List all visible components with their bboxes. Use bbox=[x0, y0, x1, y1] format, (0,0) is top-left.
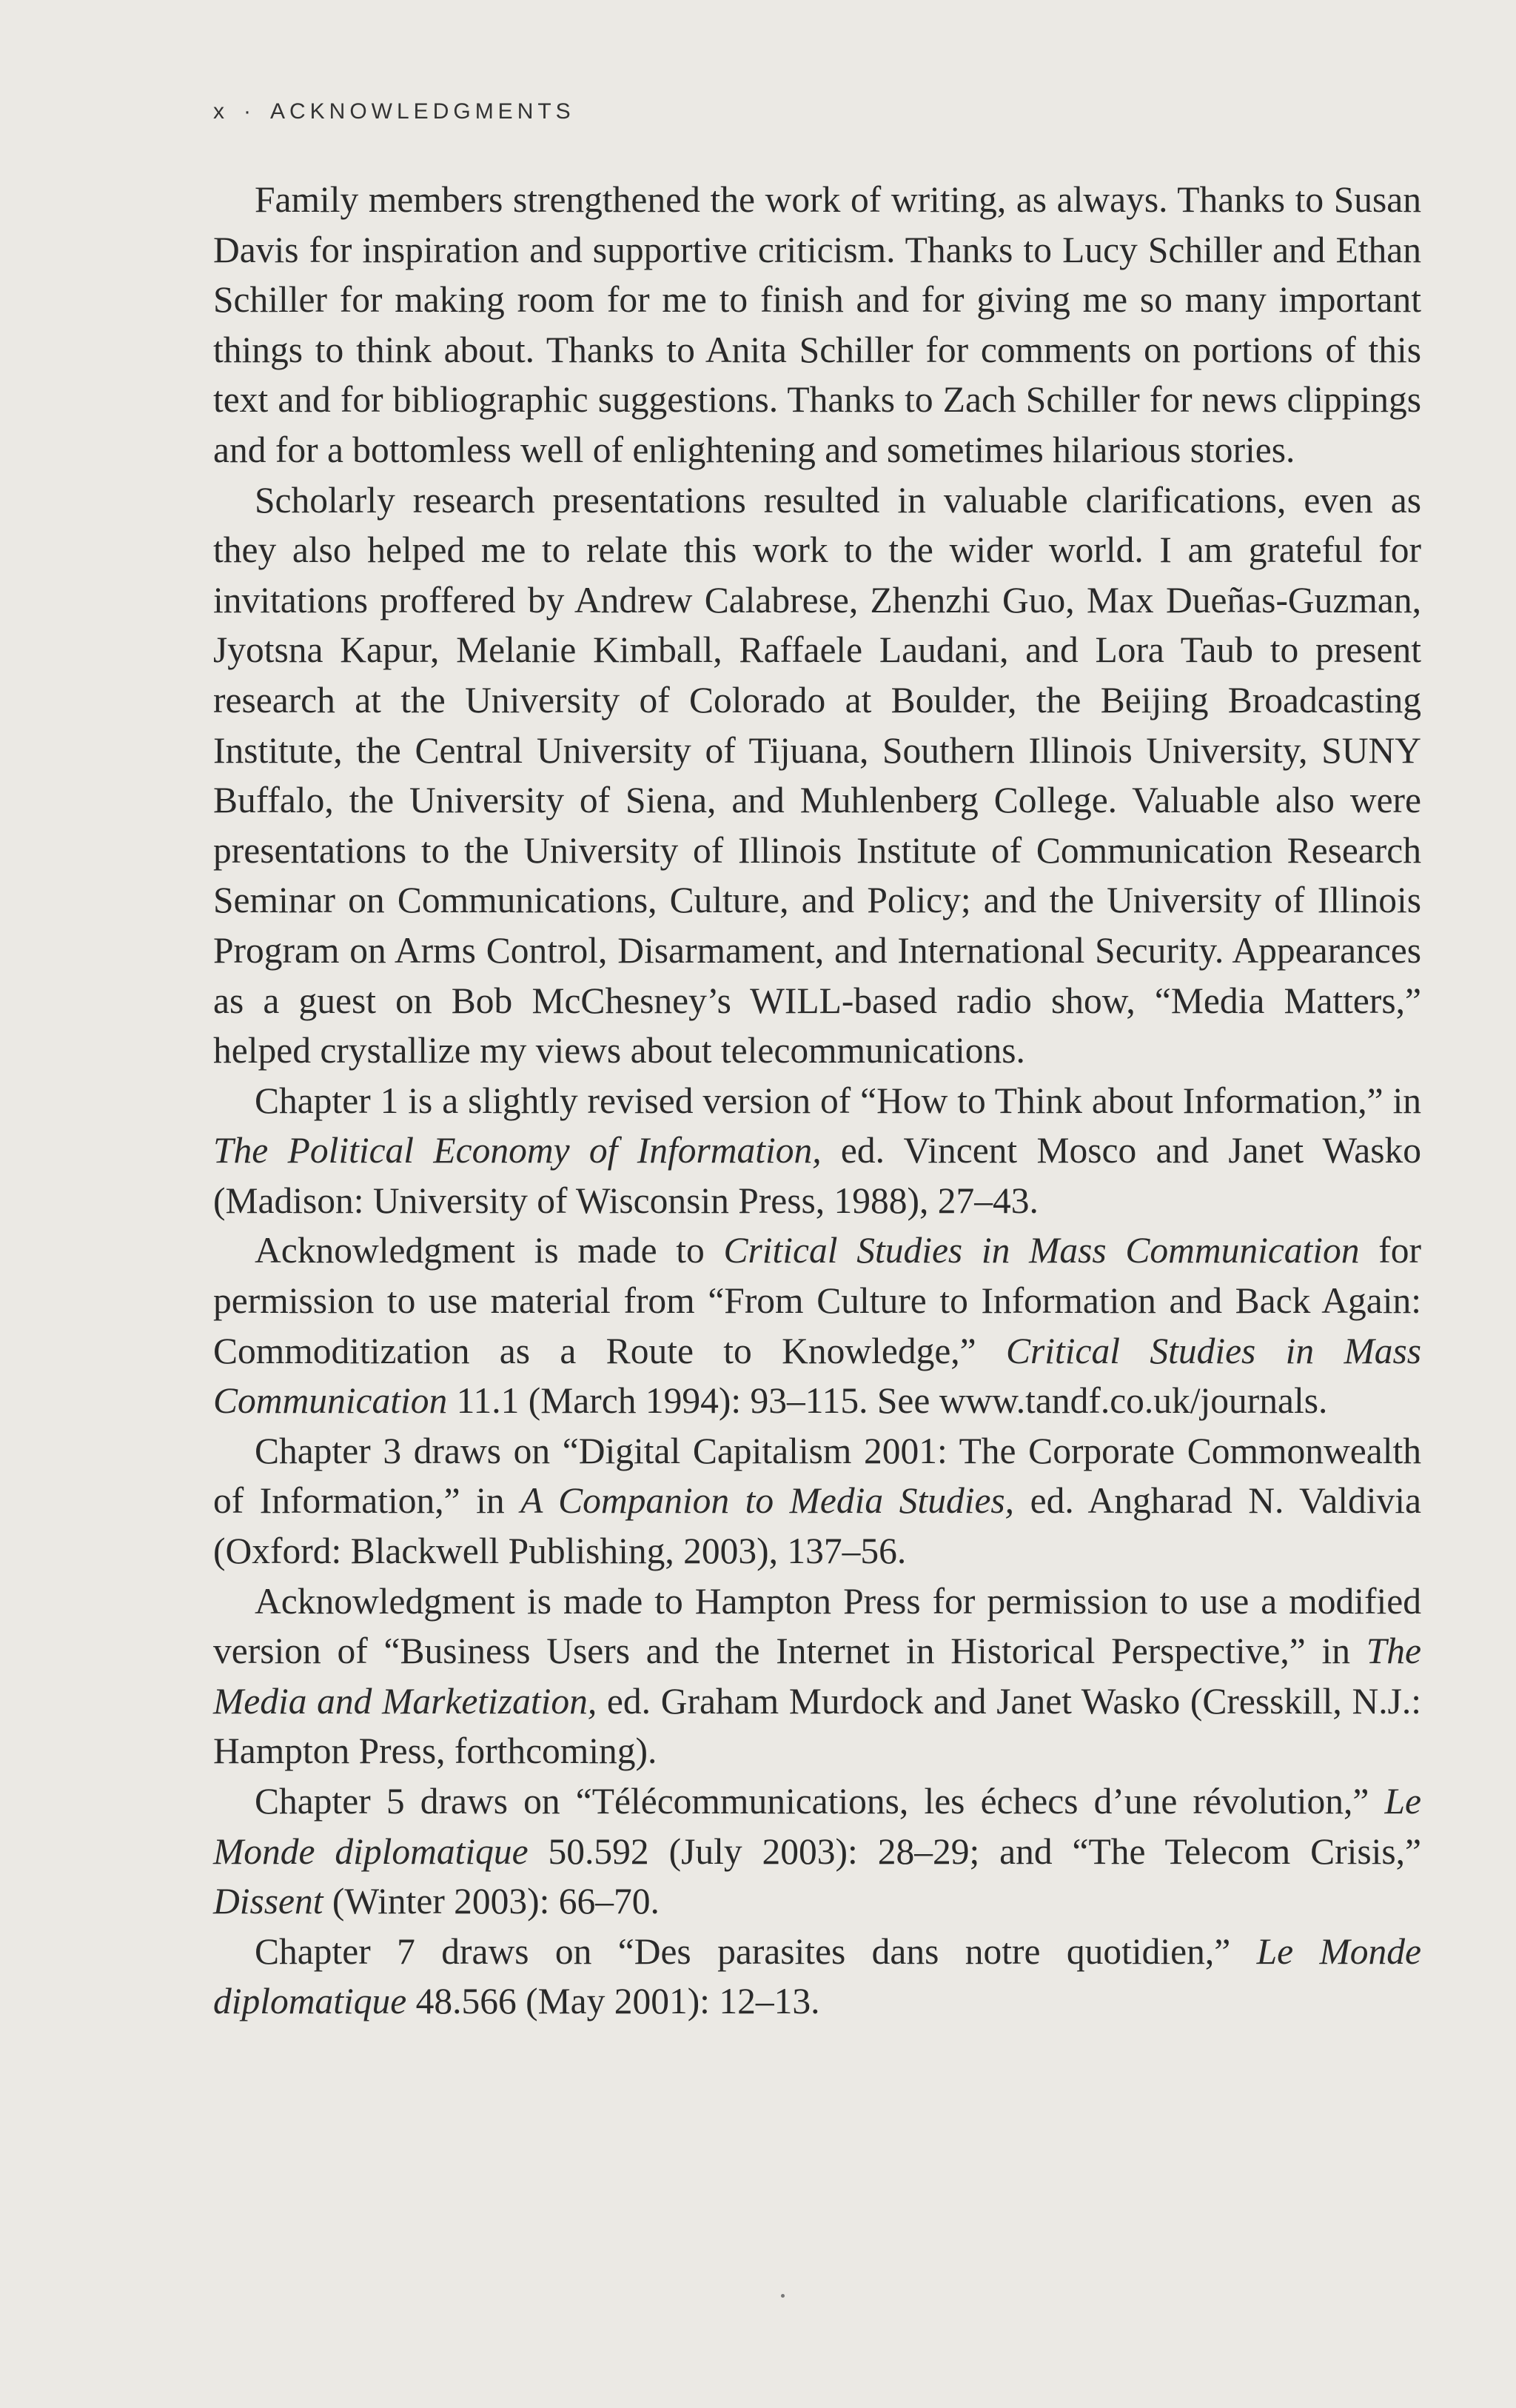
text-run: Acknowledgment is made to Hampton Press for permission to use a modified version of “Business Users and the Internet in Historical Perspective,” in bbox=[213, 1580, 1421, 1672]
running-head bbox=[213, 99, 575, 124]
text-run: Chapter 5 draws on “Télécommunications, les échecs d’une révolution,” bbox=[255, 1781, 1385, 1822]
paragraph bbox=[213, 1225, 1421, 1425]
text-run: (Winter 2003): 66–70. bbox=[323, 1881, 660, 1922]
text-run: Family members strengthened the work of writing, as always. Thanks to Susan Davis for inspiration and supportive criticism. Thanks to Lucy Schiller and Ethan Schiller for making room for me to finish and for giving me so many important things to think about. Thanks to Anita Schiller for comments on portions of this text and for bibliographic suggestions. Thanks to Zach Schiller for news clippings and for a bottomless well of enlightening and sometimes hilarious stories. bbox=[213, 179, 1421, 470]
running-head-title: ACKNOWLEDGMENTS bbox=[270, 99, 575, 124]
text-run: for permission to use material from “From Culture to Information and Back Again: Commoditization as a Route to Knowledge,” bbox=[213, 1230, 1421, 1371]
text-run: Acknowledgment is made to bbox=[255, 1230, 724, 1271]
paragraph bbox=[213, 1426, 1421, 1576]
paragraph bbox=[213, 1076, 1421, 1226]
paragraph bbox=[213, 175, 1421, 475]
text-run: 50.592 (July 2003): 28–29; and “The Telecom Crisis,” bbox=[528, 1830, 1421, 1872]
text-run: Chapter 1 is a slightly revised version of “How to Think about Information,” in bbox=[255, 1080, 1421, 1121]
italic-title: Dissent bbox=[213, 1881, 323, 1922]
italic-title: Critical Studies in Mass Communication bbox=[723, 1230, 1360, 1271]
body-text bbox=[213, 175, 1421, 2027]
paragraph bbox=[213, 1576, 1421, 1776]
text-run: Chapter 3 draws on “Digital Capitalism 2001: The Corporate Commonwealth of Information,” in bbox=[213, 1430, 1421, 1522]
text-run: ed. Vincent Mosco and Janet Wasko (Madison: University of Wisconsin Press, 1988), 27–43. bbox=[213, 1130, 1421, 1221]
italic-title: Critical Studies in Mass Communication bbox=[213, 1330, 1421, 1422]
paragraph bbox=[213, 1776, 1421, 1927]
paragraph bbox=[213, 1927, 1421, 2027]
text-run: 48.566 (May 2001): 12–13. bbox=[406, 1981, 820, 2022]
italic-title: Le Monde diplomatique bbox=[213, 1781, 1421, 1872]
page-number: x bbox=[213, 99, 229, 124]
italic-title: The Political Economy of Information, bbox=[213, 1130, 822, 1171]
stray-ink-mark bbox=[781, 2294, 785, 2298]
text-run: 11.1 (March 1994): 93–115. See www.tandf.co.uk/journals. bbox=[447, 1380, 1328, 1422]
italic-title: A Companion to Media Studies, bbox=[520, 1480, 1015, 1522]
paragraph bbox=[213, 475, 1421, 1076]
text-run: Scholarly research presentations resulted in valuable clarifications, even as they also helped me to relate this work to the wider world. I am grateful for invitations proffered by Andrew Calabrese, Zhenzhi Guo, Max Dueñas-Guzman, Jyotsna Kapur, Melanie Kimball, Raffaele Laudani, and Lora Taub to present research at the University of Colorado at Boulder, the Beijing Broadcasting Institute, the Central University of Tijuana, Southern Illinois University, SUNY Buffalo, the University of Siena, and Muhlenberg College. Valuable also were presentations to the University of Illinois Institute of Communication Research Seminar on Communications, Culture, and Policy; and the University of Illinois Program on Arms Control, Disarmament, and International Security. Appearances as a guest on Bob McChesney’s WILL-based radio show, “Media Matters,” helped crystallize my views about telecommunications. bbox=[213, 479, 1421, 1071]
text-run: ed. Angharad N. Valdivia (Oxford: Blackwell Publishing, 2003), 137–56. bbox=[213, 1480, 1421, 1572]
separator-dot: · bbox=[244, 99, 255, 124]
italic-title: The Media and Marketization, bbox=[213, 1631, 1421, 1722]
text-run: ed. Graham Murdock and Janet Wasko (Cresskill, N.J.: Hampton Press, forthcoming). bbox=[213, 1680, 1422, 1772]
text-run: Chapter 7 draws on “Des parasites dans notre quotidien,” bbox=[255, 1930, 1257, 1972]
italic-title: Le Monde diplomatique bbox=[213, 1930, 1421, 2022]
